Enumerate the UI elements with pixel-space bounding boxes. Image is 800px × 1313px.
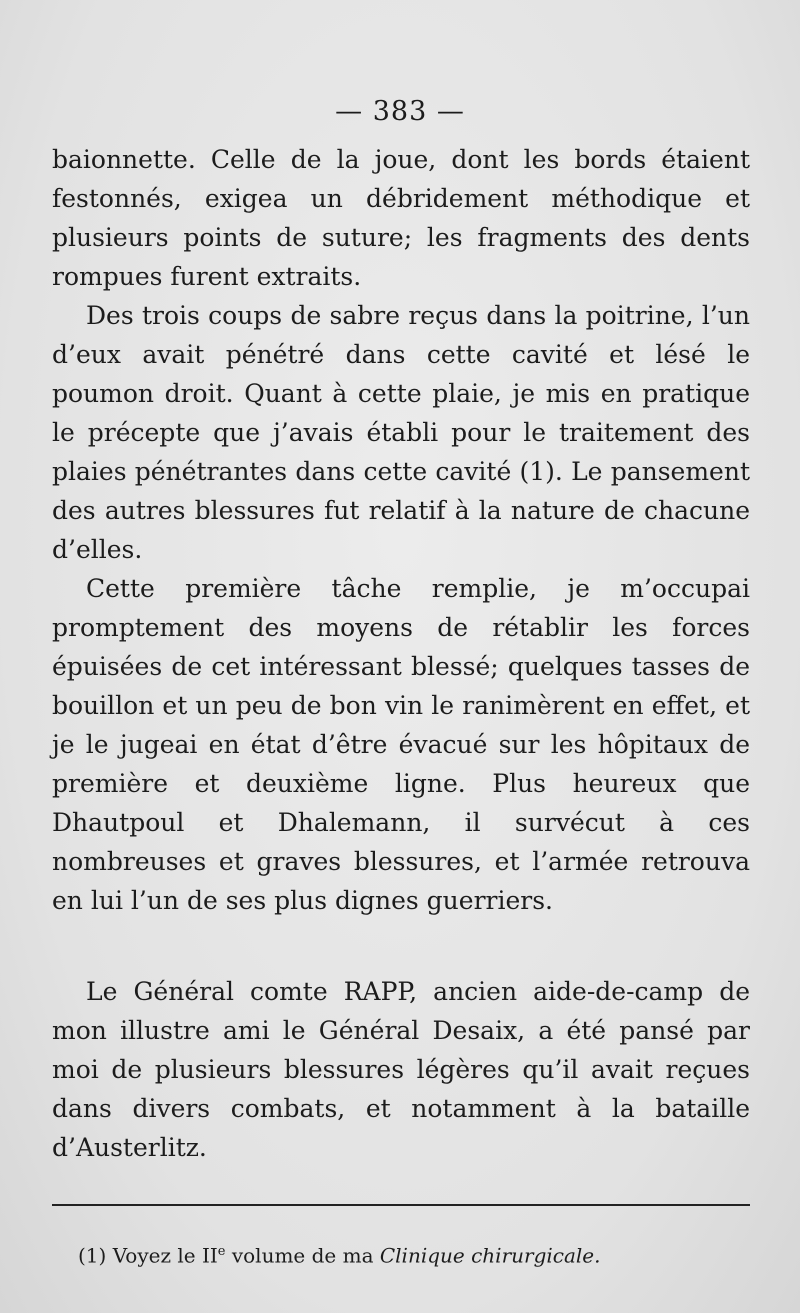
paragraph: Cette première tâche remplie, je m’occupai promptement des moyens de rétablir les forces épuisées de cet intéressant blessé; quelques tasses de bouillon et un peu de bon vin le ranimèrent en effet, et je le jugeai en état d’être évacué sur les hôpitaux de première et deuxième ligne. Plus heureux que Dhautpoul et Dhalemann, il survécut à ces nombreuses et graves blessures, et l’armée retrouva en lui l’un de ses plus dignes guerriers. xyxy=(52,574,750,915)
body-text xyxy=(52,140,750,920)
footnote-divider xyxy=(52,1204,750,1206)
page-number: — 383 — xyxy=(335,96,465,127)
body-text-section-2 xyxy=(52,972,750,1167)
footnote-book-title: Clinique chirurgicale. xyxy=(379,1243,601,1268)
paragraph: Des trois coups de sabre reçus dans la poitrine, l’un d’eux avait pénétré dans cette cavité et lésé le poumon droit. Quant à cette plaie, je mis en pratique le précepte que j’avais établi pour le traitement des plaies pénétrantes dans cette cavité (1). Le pansement des autres blessures fut relatif à la nature de chacune d’elles. xyxy=(52,301,750,564)
paragraph: baionnette. Celle de la joue, dont les bords étaient festonnés, exigea un débridement méthodique et plusieurs points de suture; les fragments des dents rompues furent extraits. xyxy=(52,145,750,291)
footnote xyxy=(78,1238,738,1270)
footnote-superscript: e xyxy=(217,1244,226,1259)
footnote-text: volume de ma xyxy=(225,1243,380,1268)
footnote-marker: (1) Voyez le II xyxy=(78,1243,218,1268)
paragraph: Le Général comte RAPP, ancien aide-de-camp de mon illustre ami le Général Desaix, a été pansé par moi de plusieurs blessures légères qu’il avait reçues dans divers combats, et notamment à la bataille d’Austerlitz. xyxy=(52,977,750,1162)
